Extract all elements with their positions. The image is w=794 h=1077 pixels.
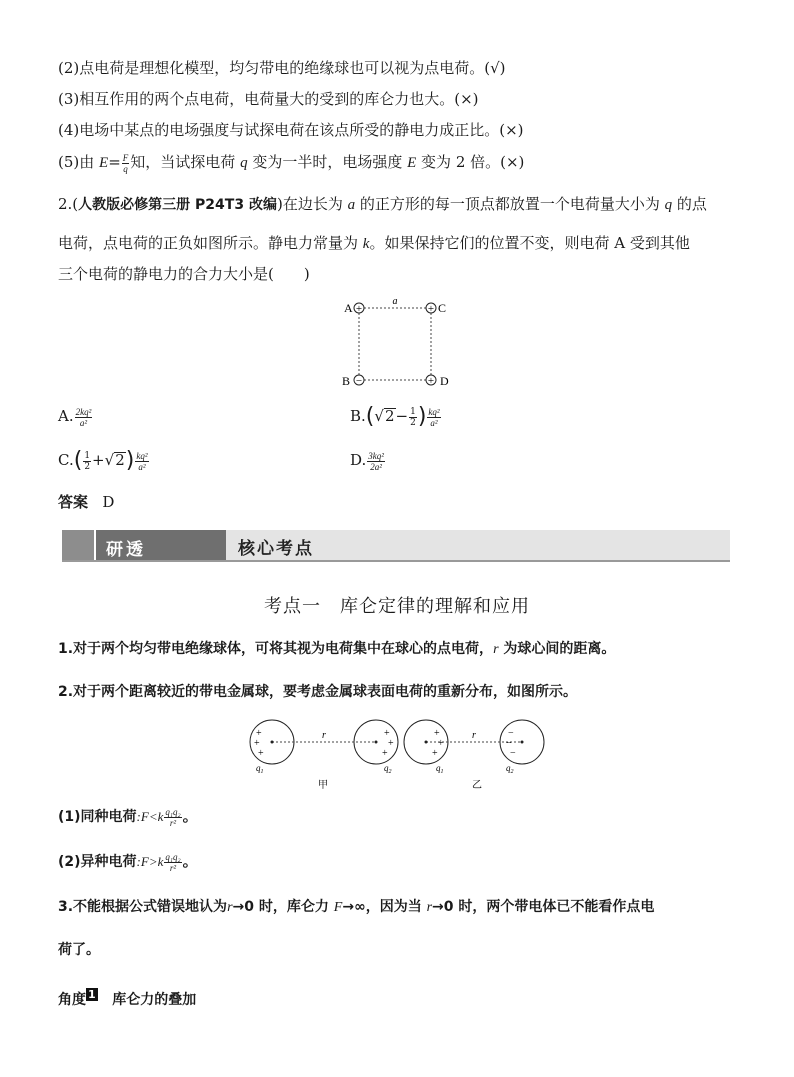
same-charge-line — [58, 806, 198, 828]
jia-q2-sub: 2 — [388, 769, 392, 775]
option-B-half — [409, 407, 417, 428]
var-r-2: r — [426, 900, 433, 915]
option-C-half-den: 2 — [84, 461, 91, 472]
spheres-diagram — [246, 718, 552, 794]
jia-charge-5: + — [388, 738, 394, 749]
diff-charge-expr: :F>k — [136, 854, 164, 869]
q2-text-1b: 的正方形的每一顶点都放置一个电荷量大小为 — [355, 195, 665, 213]
option-C-fraction — [135, 451, 148, 472]
judgment-3: (3)相互作用的两个点电荷，电荷量大的受到的库仑力也大。(×) — [58, 90, 479, 108]
point-3-line-2: 荷了。 — [58, 942, 100, 958]
question-source: 人教版必修第三册 P24T3 改编 — [78, 197, 277, 213]
vertex-label-B: B — [342, 374, 351, 388]
jia-q2-label — [384, 763, 392, 775]
option-A-num: 2kq² — [75, 406, 92, 417]
yi-charge-3: + — [432, 748, 438, 759]
var-r-1: r — [227, 900, 233, 915]
var-a: a — [347, 197, 356, 213]
charge-C-sign: + — [427, 303, 435, 315]
charge-B-sign: − — [355, 375, 363, 387]
option-B-den: a² — [430, 417, 438, 428]
yi-charge-1: + — [434, 728, 440, 739]
banner-left-block — [62, 530, 94, 560]
yi-charge-4: − — [508, 728, 514, 739]
option-D-num: 3kq² — [368, 450, 384, 461]
answer-label: 答案 — [58, 493, 89, 511]
yi-r-label: r — [472, 730, 476, 741]
frac-den: q — [123, 163, 128, 174]
jia-caption: 甲 — [318, 780, 328, 791]
question-2-line-1 — [58, 194, 707, 215]
angle-heading — [58, 990, 196, 1010]
banner-tag-text: 研透 — [106, 540, 146, 560]
angle-number-badge: 1 — [88, 988, 96, 1001]
jia-q1-sub: 1 — [260, 769, 264, 775]
judgment-5-suffix: 变为 2 倍。(×) — [416, 153, 525, 171]
option-A-den: a² — [79, 417, 88, 428]
option-C-lparen: ( — [73, 448, 83, 473]
charge-D-sign: + — [427, 375, 435, 387]
point-2: 2.对于两个距离较近的带电金属球，要考虑金属球表面电荷的重新分布，如图所示。 — [58, 684, 578, 700]
q2-text-2a: 电荷，点电荷的正负如图所示。静电力常量为 — [58, 234, 363, 252]
judgment-5-mid: 知，当试探电荷 — [130, 153, 241, 171]
question-number: 2.( — [58, 195, 79, 213]
option-C-den: a² — [138, 461, 146, 472]
diff-charge-num: q₁q₂ — [165, 851, 181, 862]
jia-charge-1: + — [256, 728, 262, 739]
jia-q2-var: q — [384, 763, 389, 773]
judgment-2: (2)点电荷是理想化模型，均匀带电的绝缘球也可以视为点电荷。(√) — [58, 59, 506, 77]
option-B-minus: − — [395, 407, 409, 425]
q2-text-1c: 的点 — [672, 195, 707, 213]
point-1-text-b: 为球心间的距离。 — [498, 641, 616, 657]
yi-center-q2 — [521, 741, 524, 744]
answer-value: D — [102, 493, 115, 511]
jia-charge-2: + — [254, 738, 260, 749]
point-3-d: →0 时，两个带电体已不能看作点电 — [432, 899, 655, 915]
option-C-plus: + — [92, 451, 105, 469]
side-label-a: a — [392, 296, 398, 307]
banner-tag — [94, 530, 226, 560]
option-D-fraction — [367, 451, 385, 472]
option-D-label: D. — [350, 451, 367, 469]
yi-q1-var: q — [436, 763, 441, 773]
option-B-rparen: ) — [417, 404, 427, 429]
judgment-5-mid2: 变为一半时，电场强度 — [247, 153, 408, 171]
yi-charge-2: + — [438, 738, 444, 749]
angle-title: 库仑力的叠加 — [112, 992, 197, 1008]
option-C-half-num: 1 — [84, 450, 91, 461]
var-E2: E — [407, 155, 417, 171]
option-C — [58, 450, 150, 472]
option-C-sqrt-arg: 2 — [115, 451, 125, 469]
q2-text-1a: )在边长为 — [276, 195, 348, 213]
diff-charge-label: (2)异种电荷 — [58, 854, 137, 870]
section-heading: 考点一 库仑定律的理解和应用 — [264, 596, 530, 617]
yi-center-q1 — [425, 741, 428, 744]
option-B-label: B. — [350, 407, 366, 425]
judgment-4: (4)电场中某点的电场强度与试探电荷在该点所受的静电力成正比。(×) — [58, 121, 524, 139]
var-q: q — [664, 197, 673, 213]
yi-q2-var: q — [506, 763, 511, 773]
frac-num: F — [122, 152, 129, 163]
point-3-b: →0 时，库仑力 — [232, 899, 334, 915]
banner-title: 核心考点 — [238, 539, 314, 559]
jia-charge-3: + — [258, 748, 264, 759]
diff-charge-den: r² — [169, 862, 177, 873]
charge-A-sign: + — [355, 303, 363, 315]
yi-charge-5: − — [506, 738, 512, 749]
option-A — [58, 406, 93, 428]
section-banner — [62, 530, 730, 562]
fraction-F-over-q — [122, 153, 130, 174]
option-D — [350, 450, 386, 472]
point-1 — [58, 639, 615, 660]
sqrt-sign: √ — [104, 451, 115, 469]
jia-center-q1 — [271, 741, 274, 744]
equals-sign: = — [108, 153, 121, 171]
judgment-5 — [58, 152, 524, 174]
option-B-num: kq² — [428, 406, 440, 417]
jia-charge-4: + — [384, 728, 390, 739]
judgment-5-prefix: (5)由 — [58, 153, 100, 171]
vertex-label-C: C — [438, 301, 447, 315]
point-3-line-1 — [58, 897, 654, 918]
option-B-fraction — [427, 407, 440, 428]
yi-q1-label — [436, 763, 444, 775]
same-charge-end: 。 — [182, 807, 198, 825]
option-C-label: C. — [58, 451, 74, 469]
option-D-den: 2a² — [370, 461, 382, 472]
var-E: E — [99, 155, 109, 171]
var-r: r — [493, 642, 499, 657]
jia-charge-6: + — [382, 748, 388, 759]
point-1-text-a: 1.对于两个均匀带电绝缘球体，可将其视为电荷集中在球心的点电荷， — [58, 641, 494, 657]
yi-q1-sub: 1 — [440, 769, 444, 775]
yi-q2-sub: 2 — [510, 769, 514, 775]
var-F: F — [333, 900, 343, 915]
vertex-label-D: D — [440, 374, 449, 388]
jia-q1-var: q — [256, 763, 261, 773]
question-2-line-2 — [58, 233, 690, 254]
option-B-lparen: ( — [365, 404, 375, 429]
diff-charge-line — [58, 851, 198, 873]
same-charge-label: (1)同种电荷 — [58, 809, 137, 825]
option-B-sqrt-arg: 2 — [384, 407, 395, 425]
sqrt-sign: √ — [374, 407, 384, 425]
option-B-half-den: 2 — [410, 417, 416, 428]
jia-r-label: r — [322, 730, 326, 741]
option-C-num: kq² — [136, 450, 148, 461]
same-charge-num: q₁q₂ — [165, 806, 181, 817]
point-3-c: →∞，因为当 — [342, 899, 427, 915]
option-B-half-num: 1 — [410, 406, 416, 417]
jia-q1-label — [256, 763, 264, 775]
var-k: k — [362, 236, 370, 252]
jia-center-q2 — [375, 741, 378, 744]
diff-charge-end: 。 — [182, 852, 198, 870]
var-q: q — [240, 155, 248, 171]
option-A-fraction — [75, 407, 93, 428]
answer-line — [58, 492, 114, 512]
option-B — [350, 406, 442, 428]
q2-text-2b: 。如果保持它们的位置不变，则电荷 A 受到其他 — [369, 234, 690, 252]
point-3-a: 3.不能根据公式错误地认为 — [58, 899, 228, 915]
square-charge-diagram — [336, 292, 456, 392]
option-A-label: A. — [58, 407, 74, 425]
banner-rule — [62, 560, 730, 562]
same-charge-den: r² — [169, 817, 177, 828]
yi-q2-label — [506, 763, 514, 775]
option-C-rparen: ) — [125, 448, 135, 473]
diff-charge-fraction — [164, 852, 181, 873]
option-C-half — [83, 451, 91, 472]
yi-charge-6: − — [510, 748, 516, 759]
angle-label: 角度 — [58, 992, 86, 1008]
same-charge-fraction — [164, 807, 181, 828]
same-charge-expr: :F<k — [136, 809, 164, 824]
question-2-line-3: 三个电荷的静电力的合力大小是( ) — [58, 265, 310, 283]
vertex-label-A: A — [344, 301, 353, 315]
yi-caption: 乙 — [472, 780, 482, 791]
